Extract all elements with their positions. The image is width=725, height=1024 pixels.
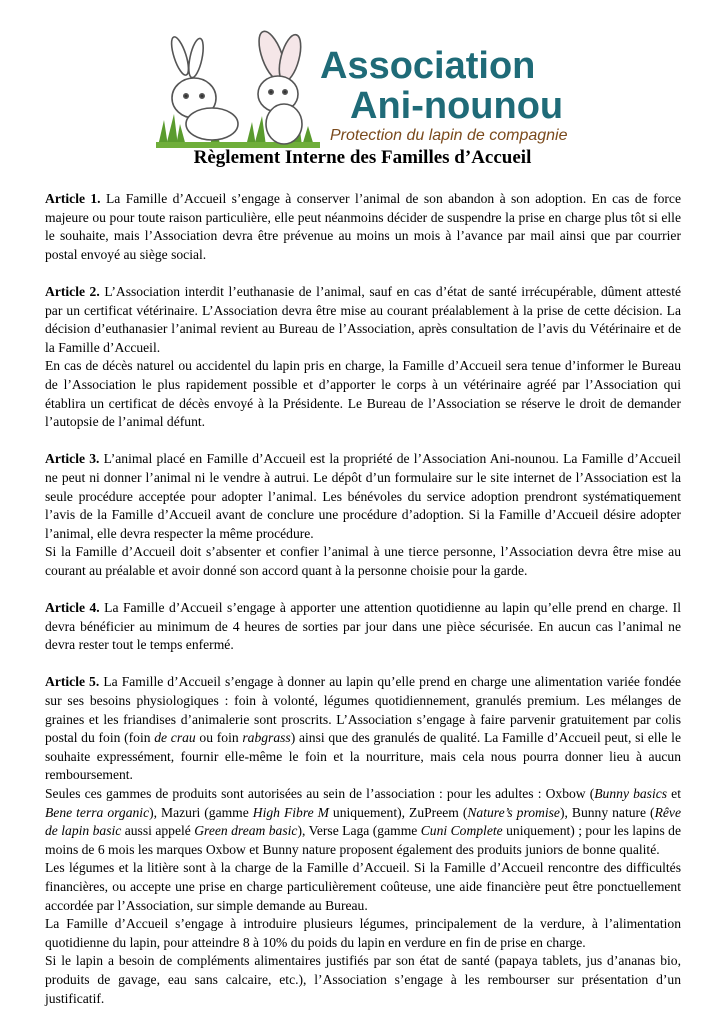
article-1-text: La Famille d’Accueil s’engage à conserver l’animal de son abandon à son adoption. En cas de force majeure ou pour toute raison particulière, elle peut néanmoins décider de suspendre la prise en charge plus tôt si elle le souhaite, mais l’Association devra être prévenue au moins un mois à l’avance par mail ainsi que par courrier postal envoyé au siège social. [45, 191, 681, 262]
product-name: Bunny basics [594, 786, 668, 801]
hay-type-crau: de crau [154, 730, 196, 746]
article-4-text: La Famille d’Accueil s’engage à apporter une attention quotidienne au lapin qu’elle prend en charge. Il devra bénéficier au minimum de 4 heures de sorties par jour dans une pièce sécurisée. En aucun cas l’animal ne devra rester tout le temps enfermé. [45, 600, 681, 653]
document-title: Règlement Interne des Familles d’Accueil [193, 147, 532, 168]
article-5-text: ) ainsi que des granulés de qualité. La Famille d’Accueil peut, si elle le souhaite expressément, fournir elle-même le foin et la nourriture, mais cela nous pourra donner lieu à aucun remboursement. [45, 730, 681, 783]
article-5-text: ou foin [195, 730, 243, 746]
product-name: Green dream basic [194, 823, 298, 839]
product-name: Nature’s promise [467, 804, 560, 820]
article-5-text: ), Verse Laga (gamme [297, 823, 421, 839]
logo-tagline: Protection du lapin de compagnie [330, 127, 568, 144]
product-name: Cuni Complete [420, 823, 503, 839]
hay-type-rabgrass: rabgrass [242, 730, 291, 746]
article-3-label: Article 3. [45, 451, 100, 467]
product-name: High Fibre M [252, 804, 329, 820]
document-body [45, 190, 681, 1008]
article-5-text: et [667, 786, 681, 801]
article-1-label: Article 1. [45, 191, 101, 206]
article-5-text: Seules ces gammes de produits sont autorisées au sein de l’association : pour les adultes : Oxbow ( [45, 786, 595, 801]
product-name: Rêve de lapin basic [45, 804, 681, 839]
logo-name-line1: Association [320, 45, 536, 87]
article-3-paragraph-2: Si la Famille d’Accueil doit s’absenter et confier l’animal à une tierce personne, l’Association devra être mise au courant au préalable et avoir donné son accord quant à la personne choisie pour la garde. [45, 544, 681, 578]
logo-name-line2: Ani-nounou [350, 85, 564, 127]
rabbit-illustration-left [168, 35, 238, 140]
article-5-text: uniquement) ; pour les lapins de moins de 6 mois les marques Oxbow et Bunny nature proposent également des produits juniors de bonne qualité. [45, 823, 681, 857]
article-2-label: Article 2. [45, 283, 100, 299]
article-5-text: La Famille d’Accueil s’engage à donner au lapin qu’elle prend en charge une alimentation variée fondée sur ses besoins physiologiques : foin à volonté, légumes quotidiennement, granulés premium. Les mélanges de graines et les friandises d’animalerie sont proscrits. L’Association s’engage à faire parvenir gratuitement par colis postal du foin (foin [45, 674, 682, 746]
article-5-paragraph-3: Les légumes et la litière sont à la charge de la Famille d’Accueil. Si la Famille d’Accueil rencontre des difficultés financières, ou accepte une prise en charge particulièrement coûteuse, une aide financière peut être ponctuellement accordée par l’Association, sur simple demande au Bureau. [45, 860, 681, 913]
article-2-paragraph-2: En cas de décès naturel ou accidentel du lapin pris en charge, la Famille d’Accueil sera tenue d’informer le Bureau de l’Association le plus rapidement possible et d’apporter le corps à un vétérinaire agréé par l’Association qui établira un certificat de décès envoyé à la Présidente. Le Bureau de l’Association se réserve le droit de demander l’autopsie de l’animal défunt. [45, 358, 681, 430]
article-2 [45, 283, 681, 357]
article-5-text: uniquement), ZuPreem ( [328, 804, 468, 820]
article-5-paragraph-2 [45, 785, 681, 859]
article-3 [45, 450, 681, 543]
article-5-paragraph-5: Si le lapin a besoin de compléments alimentaires justifiés par son état de santé (papaya tablets, jus d’ananas bio, produits de gavage, eau sans calcaire, etc.), l’Association s’engage à les rembourser sur présentation d’un justificatif. [45, 953, 681, 1006]
association-logo [150, 28, 570, 153]
article-5-paragraph-4: La Famille d’Accueil s’engage à introduire plusieurs légumes, principalement de la verdure, à l’alimentation quotidienne du lapin, pour atteindre 8 à 10% du poids du lapin en verdure en fin de prise en charge. [45, 916, 681, 950]
article-3-text: L’animal placé en Famille d’Accueil est la propriété de l’Association Ani-nounou. La Famille d’Accueil ne peut ni donner l’animal ni le vendre à autrui. Le dépôt d’un formulaire sur le site internet de l’Association est la seule procédure acceptée pour adopter l’animal. Les bénévoles du service adoption prendront systématiquement l’avis de la Famille d’Accueil avant de conclure une procédure d’adoption. Si la Famille d’Accueil désire adopter l’animal, elle devra respecter la même procédure. [45, 451, 681, 541]
article-1 [45, 190, 681, 264]
article-5-text: ), Bunny nature ( [559, 804, 655, 820]
product-name: Bene terra organic [45, 804, 150, 820]
article-5-text: aussi appelé [121, 823, 195, 839]
article-4 [45, 599, 681, 655]
article-5 [45, 673, 681, 785]
article-2-text: L’Association interdit l’euthanasie de l’animal, sauf en cas d’état de santé irrécupérable, dûment attesté par un certificat vétérinaire. L’Association devra être mise au courant préalablement à la prise de cette décision. La décision d’euthanasier l’animal revient au Bureau de l’Association, après consultation de l’avis du Vétérinaire et de la Famille d’Accueil. [45, 283, 681, 355]
article-5-text: ), Mazuri (gamme [149, 804, 253, 820]
article-4-label: Article 4. [45, 600, 100, 616]
article-5-label: Article 5. [45, 674, 100, 690]
